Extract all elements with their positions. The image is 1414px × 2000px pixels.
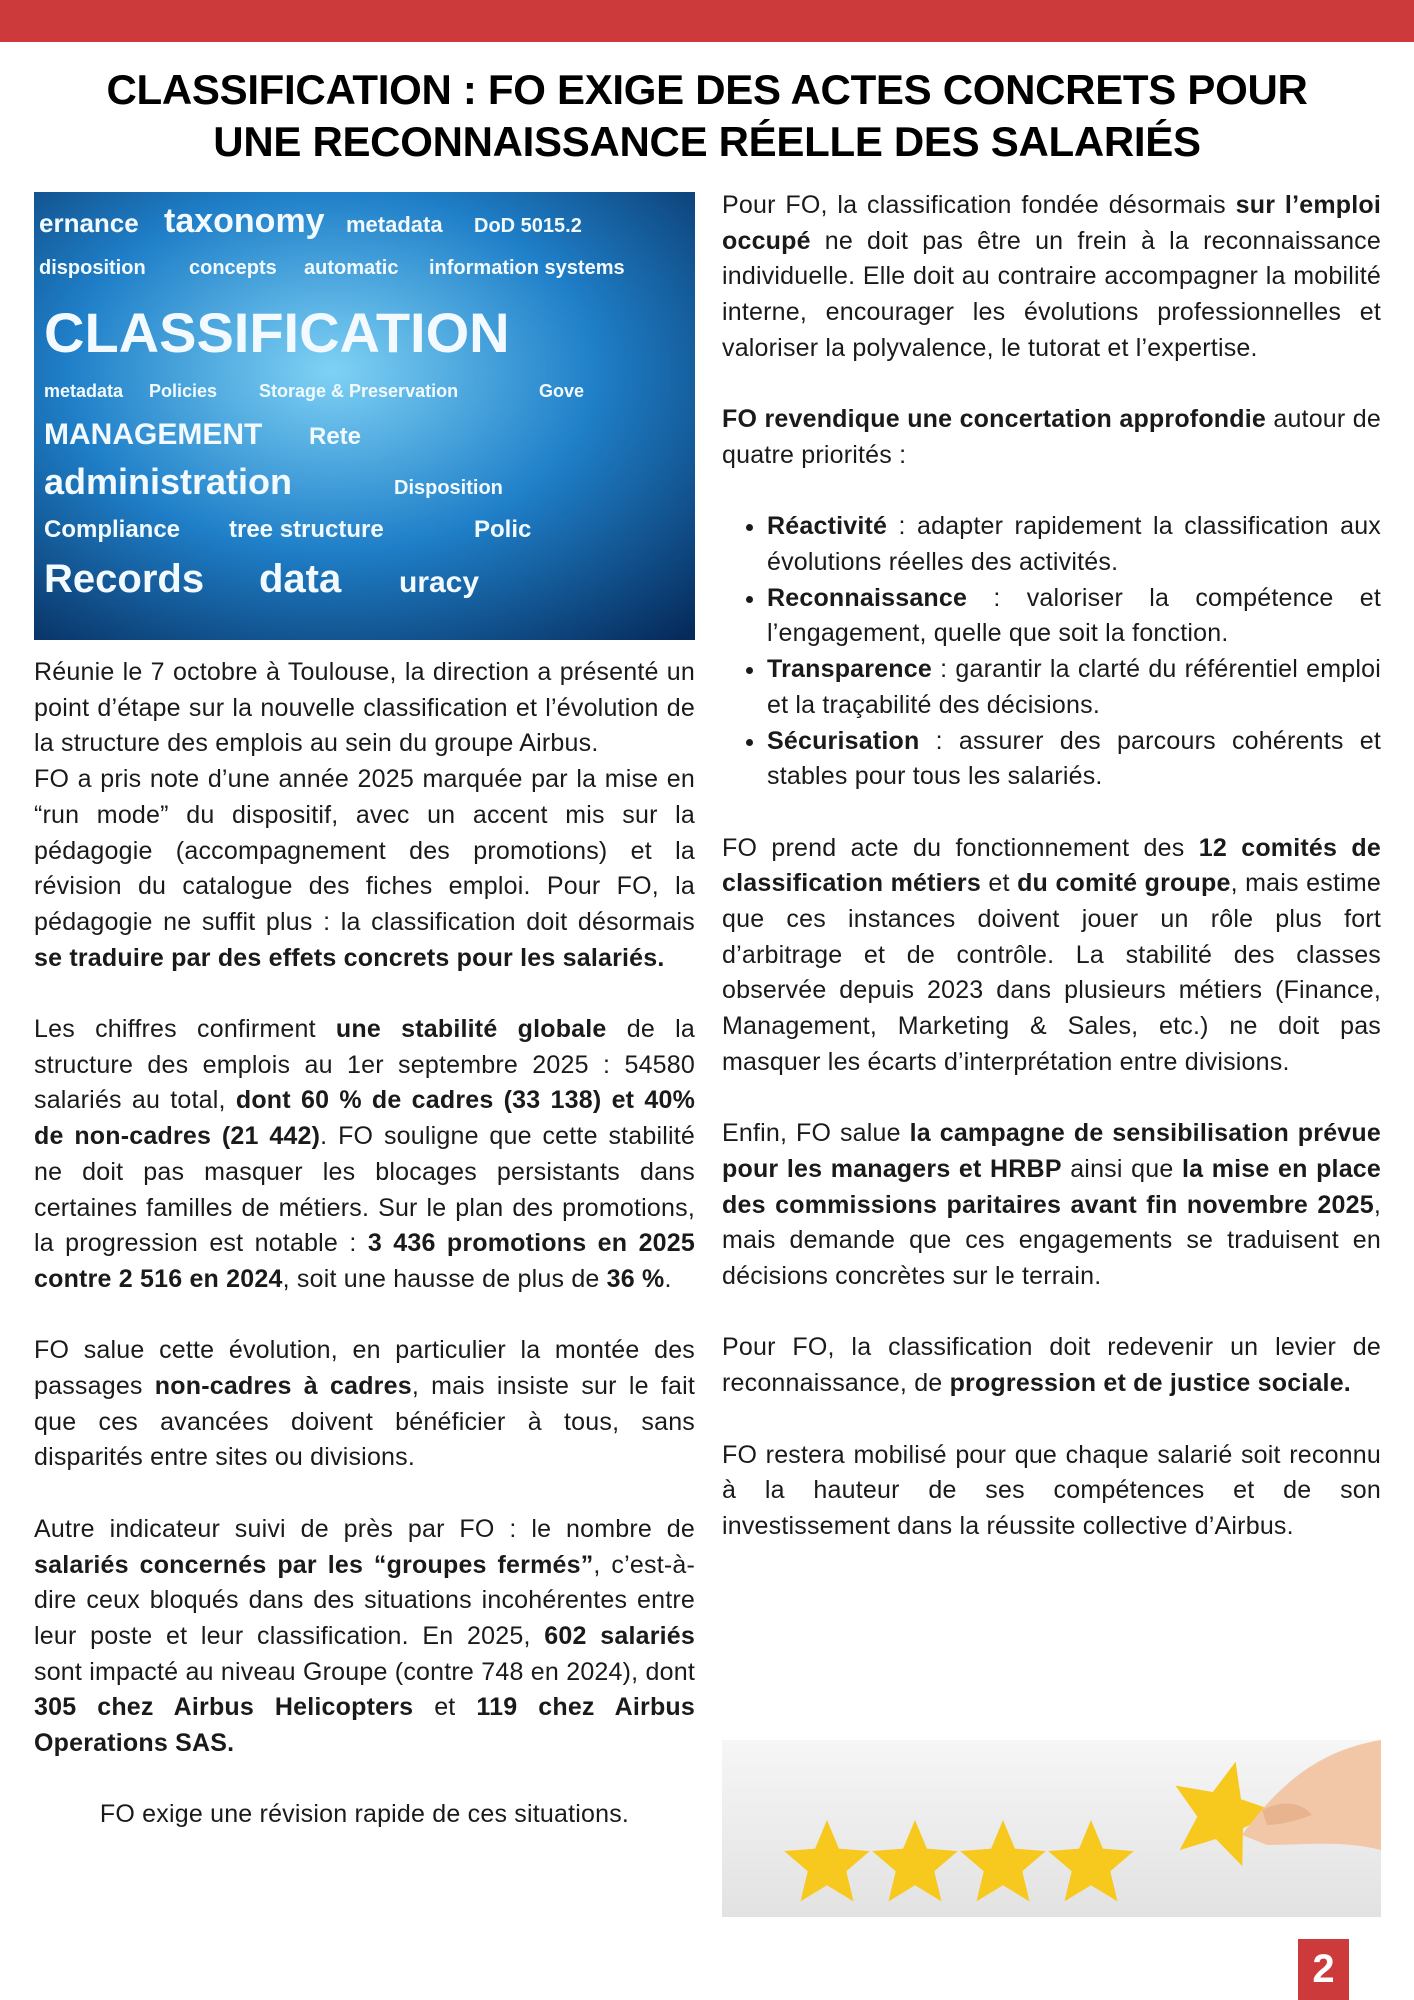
- text-run: de la structure des emplois au 1er septembre 2025 : 54580 salariés au total,: [34, 1015, 695, 1115]
- bold-text: progression et de justice sociale.: [949, 1369, 1351, 1398]
- bold-text: dont 60 % de cadres (33 138) et 40% de non-cadres (21 442): [34, 1086, 695, 1151]
- text-run: . FO souligne que cette stabilité ne doit pas masquer les blocages persistants dans certaines familles de métiers. Sur le plan des promotions, la progression est notable :: [34, 1122, 696, 1258]
- paragraph: [722, 402, 1381, 473]
- paragraph: [34, 1797, 695, 1833]
- title-line-1: CLASSIFICATION : FO EXIGE DES ACTES CONCRETS POUR: [106, 66, 1308, 113]
- text-run: FO a pris note d’une année 2025 marquée par la mise en “run mode” du dispositif, avec un accent mis sur la pédagogie (accompagnement des promotions) et la révision du catalogue des fiches emploi. Pour FO, la pédagogie ne suffit plus : la classification doit désormais: [34, 765, 695, 936]
- text-run: , soit une hausse de plus de: [282, 1264, 607, 1293]
- title-line-2: UNE RECONNAISSANCE RÉELLE DES SALARIÉS: [213, 118, 1201, 165]
- text-run: sont impacté au niveau Groupe (contre 748 en 2024), dont: [34, 1657, 695, 1686]
- wordcloud-word: Polic: [474, 516, 532, 543]
- paragraph: [34, 762, 695, 976]
- bold-text: 119 chez Airbus Operations SAS.: [34, 1693, 695, 1758]
- paragraph: [722, 188, 1381, 367]
- text-run: : adapter rapidement la classification aux évolutions réelles des activités.: [767, 512, 1381, 576]
- wordcloud-word: CLASSIFICATION: [44, 301, 510, 364]
- wordcloud-word: Storage & Preservation: [259, 381, 459, 401]
- bold-text: la mise en place des commissions paritaires avant fin novembre 2025: [722, 1154, 1381, 1219]
- wordcloud-word: administration: [44, 461, 293, 502]
- bold-text: 36 %: [606, 1264, 665, 1293]
- text-run: , mais estime que ces instances doivent jouer un rôle plus fort d’arbitrage et de contrôle. La stabilité des classes observée depuis 2023 dans plusieurs métiers (Finance, Management, Marketing & Sales, etc.) ne doit pas masquer les écarts d’interprétation entre divisions.: [722, 869, 1381, 1076]
- text-run: FO restera mobilisé pour que chaque salarié soit reconnu à la hauteur de ses compétences et de son investissement dans la réussite collective d’Airbus.: [722, 1440, 1381, 1540]
- wordcloud-word: taxonomy: [164, 202, 325, 240]
- priorities-list: [722, 509, 1381, 795]
- bold-text: Sécurisation: [767, 726, 920, 755]
- text-run: Enfin, FO salue: [722, 1119, 910, 1148]
- text-run: Autre indicateur suivi de près par FO : le nombre de: [34, 1514, 695, 1543]
- wordcloud-word: MANAGEMENT: [44, 418, 263, 451]
- text-run: : valoriser la compétence et l’engagement, quelle que soit la fonction.: [767, 583, 1381, 648]
- text-run: ainsi que: [1061, 1154, 1182, 1183]
- list-item: [767, 581, 1381, 652]
- paragraph: [722, 831, 1381, 1081]
- bold-text: FO revendique une concertation approfondie: [722, 405, 1266, 434]
- list-item: [767, 509, 1381, 580]
- wordcloud-word: Policies: [149, 381, 218, 401]
- text-run: : garantir la clarté du référentiel emploi et la traçabilité des décisions.: [767, 655, 1381, 719]
- bold-text: se traduire par des effets concrets pour les salariés.: [34, 943, 665, 972]
- wordcloud-word: uracy: [399, 566, 480, 599]
- bold-text: sur l’emploi occupé: [722, 191, 1381, 255]
- bold-text: Reconnaissance: [767, 583, 968, 612]
- wordcloud-word: Disposition: [394, 477, 503, 499]
- wordcloud-word: metadata: [346, 212, 443, 237]
- page-number: 2: [1298, 1939, 1349, 2000]
- classification-wordcloud-image: [34, 192, 695, 640]
- text-run: Pour FO, la classification fondée désormais: [722, 191, 1236, 219]
- wordcloud-word: Records: [44, 557, 205, 601]
- bold-text: la campagne de sensibilisation prévue pour les managers et HRBP: [722, 1119, 1381, 1183]
- bold-text: une stabilité globale: [335, 1015, 607, 1044]
- bold-text: du comité groupe: [1017, 869, 1231, 898]
- bold-text: 3 436 promotions en 2025 contre 2 516 en 2024: [34, 1229, 695, 1293]
- wordcloud-word: disposition: [39, 257, 146, 279]
- wordcloud-word: concepts: [189, 257, 277, 279]
- bold-text: Transparence: [767, 655, 932, 684]
- list-item: [767, 724, 1381, 795]
- text-run: , c’est-à-dire ceux bloqués dans des situations incohérentes entre leur poste et leur classification. En 2025,: [34, 1550, 695, 1650]
- text-run: Les chiffres confirment: [34, 1015, 336, 1044]
- paragraph: [722, 1438, 1381, 1545]
- bold-text: Réactivité: [767, 512, 888, 541]
- wordcloud-word: Gove: [539, 381, 585, 401]
- bold-text: 602 salariés: [544, 1621, 695, 1650]
- bold-text: 12 comités de classification métiers: [722, 833, 1381, 898]
- paragraph: [722, 1116, 1381, 1295]
- wordcloud-word: tree structure: [229, 516, 384, 543]
- text-run: FO salue cette évolution, en particulier la montée des passages: [34, 1336, 695, 1401]
- paragraph: [34, 655, 695, 762]
- paragraph: [722, 1330, 1381, 1401]
- text-run: et: [980, 869, 1018, 898]
- text-run: ne doit pas être un frein à la reconnaissance individuelle. Elle doit au contraire accompagner la mobilité interne, encourager les évolutions professionnelles et valoriser la polyvalence, le tutorat et l’expertise.: [722, 226, 1381, 362]
- text-run: .: [664, 1264, 672, 1293]
- paragraph: [34, 1012, 695, 1298]
- paragraph: [34, 1333, 695, 1476]
- wordcloud-word: metadata: [44, 381, 124, 401]
- wordcloud-word: Compliance: [44, 516, 181, 543]
- page-title: [0, 64, 1414, 168]
- right-column: [722, 188, 1381, 1580]
- text-run: autour de quatre priorités :: [722, 405, 1381, 469]
- bold-text: 305 chez Airbus Helicopters: [34, 1693, 414, 1722]
- stars-rating-image: [722, 1740, 1381, 1917]
- paragraph: [34, 1512, 695, 1762]
- wordcloud-word: automatic: [304, 257, 399, 279]
- text-run: FO exige une révision rapide de ces situations.: [99, 1800, 630, 1829]
- wordcloud-word: information systems: [429, 257, 625, 279]
- bold-text: salariés concernés par les “groupes fermés”: [34, 1550, 594, 1579]
- list-item: [767, 652, 1381, 723]
- wordcloud-word: Rete: [309, 423, 362, 450]
- left-column: [34, 655, 695, 1869]
- text-run: FO prend acte du fonctionnement des: [722, 833, 1199, 862]
- wordcloud-word: ernance: [39, 208, 139, 238]
- text-run: , mais demande que ces engagements se traduisent en décisions concrètes sur le terrain.: [722, 1190, 1381, 1291]
- wordcloud-word: DoD 5015.2: [474, 215, 582, 237]
- wordcloud-word: data: [259, 557, 342, 601]
- text-run: Pour FO, la classification doit redevenir un levier de reconnaissance, de: [722, 1333, 1381, 1398]
- text-run: , mais insiste sur le fait que ces avancées doivent bénéficier à tous, sans disparités entre sites ou divisions.: [34, 1372, 695, 1472]
- top-accent-bar: [0, 0, 1414, 42]
- bold-text: non-cadres à cadres: [154, 1372, 412, 1401]
- text-run: : assurer des parcours cohérents et stables pour tous les salariés.: [767, 726, 1381, 791]
- text-run: Réunie le 7 octobre à Toulouse, la direction a présenté un point d’étape sur la nouvelle classification et l’évolution de la structure des emplois au sein du groupe Airbus.: [34, 658, 695, 758]
- text-run: et: [413, 1693, 477, 1722]
